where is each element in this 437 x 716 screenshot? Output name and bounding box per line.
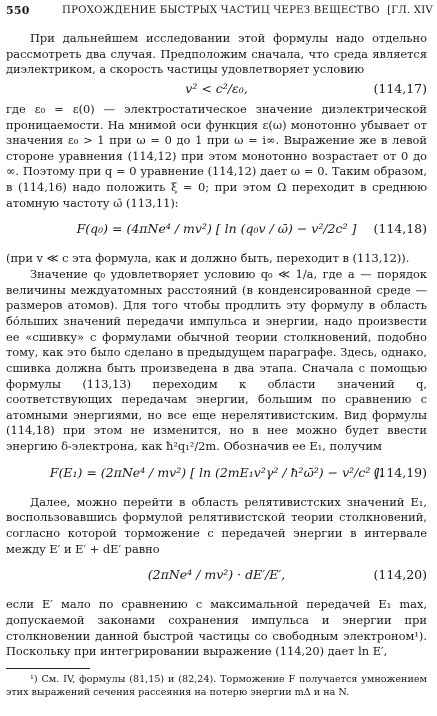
body-text xyxy=(6,31,427,660)
equation-body: F(E₁) = (2πNe⁴ / mv²) [ ln (2mE₁v²γ² / ħ²ω̄²) − v²/c² ]. xyxy=(49,464,384,480)
running-header xyxy=(6,4,433,22)
equation-number: (114,17) xyxy=(373,80,427,96)
paragraph: При дальнейшем исследовании этой формулы надо отдельно рассмотреть два случая. Предположим сначала, что среда является диэлектриком, а скорость частицы удовлетворяет условию xyxy=(6,31,427,77)
equation-number: (114,20) xyxy=(373,567,427,583)
equation-body: v² < c²/ε₀, xyxy=(185,80,248,96)
paragraph: если E′ мало по сравнению с максимальной передачей E₁ max, допускаемой законами сохранения импульса и энергии при столкновении данной быстрой частицы со свободным электроном¹). Поскольку при интегрировании выражение (114,20) дает ln E′, xyxy=(6,597,427,659)
equation-114-18 xyxy=(6,211,427,251)
equation-number: (114,18) xyxy=(373,221,427,237)
equation-114-17 xyxy=(6,78,427,102)
paragraph: Значение q₀ удовлетворяет условию q₀ ≪ 1/a, где a — порядок величины междуатомных расстояний (в конденсированной среде — размеров атомов). Для того чтобы продлить эту формулу в область бо́льших значений передачи импульса и энергии, надо произвести ее «сшивку» с формулами обычной теории столкновений, подобно тому, как это было сделано в предыдущем параграфе. Здесь, однако, сшивка должна быть произведена в два этапа. Сначала с помощью формулы (113,13) переходим к области значений q, соответствующих передачам энергии, большим по сравнению с атомными энергиями, но все еще нерелятивистским. Вид формулы (114,18) при этом не изменится, но в нее можно будет ввести энергию δ-электрона, как ħ²q₁²/2m. Обозначив ее E₁, получим xyxy=(6,267,427,454)
footnote-rule xyxy=(6,668,90,669)
paragraph: где ε₀ = ε(0) — электростатическое значение диэлектрической проницаемости. На мнимой оси функция ε(ω) монотонно убывает от значения ε₀ > 1 при ω = 0 до 1 при ω = i∞. Выражение же в левой стороне уравнения (114,12) при этом монотонно возрастает от 0 до ∞. Поэтому при q = 0 уравнение (114,12) дает ω = 0. Таким образом, в (114,16) надо положить ξ = 0; при этом Ω переходит в среднюю атомную частоту ω̄ (113,11): xyxy=(6,101,427,210)
footnote-text: ¹) См. IV, формулы (81,15) и (82,24). Торможение F получается умножением этих выражений сечения рассеяния на потерю энергии mΔ и на N. xyxy=(6,674,427,698)
running-title: ПРОХОЖДЕНИЕ БЫСТРЫХ ЧАСТИЦ ЧЕРЕЗ ВЕЩЕСТВО xyxy=(62,5,380,16)
footnote xyxy=(6,673,427,699)
paragraph: (при v ≪ c эта формула, как и должно быть, переходит в (113,12)). xyxy=(6,251,410,266)
equation-body: F(q₀) = (4πNe⁴ / mv²) [ ln (q₀v / ω̄) − v²/2c² ] xyxy=(76,221,357,237)
paragraph: Далее, можно перейти в область релятивистских значений E₁, воспользовавшись формулой релятивистской теории столкновений, согласно которой торможение с передачей энергии в интервале между E′ и E′ + dE′ равно xyxy=(6,494,427,556)
equation-number: (114,19) xyxy=(373,464,427,480)
equation-114-19 xyxy=(6,455,427,495)
page-number: 550 xyxy=(6,4,30,17)
chapter-label: [ГЛ. XIV xyxy=(387,5,433,16)
equation-body: (2πNe⁴ / mv²) · dE′/E′, xyxy=(147,567,286,583)
equation-114-20 xyxy=(6,557,427,597)
